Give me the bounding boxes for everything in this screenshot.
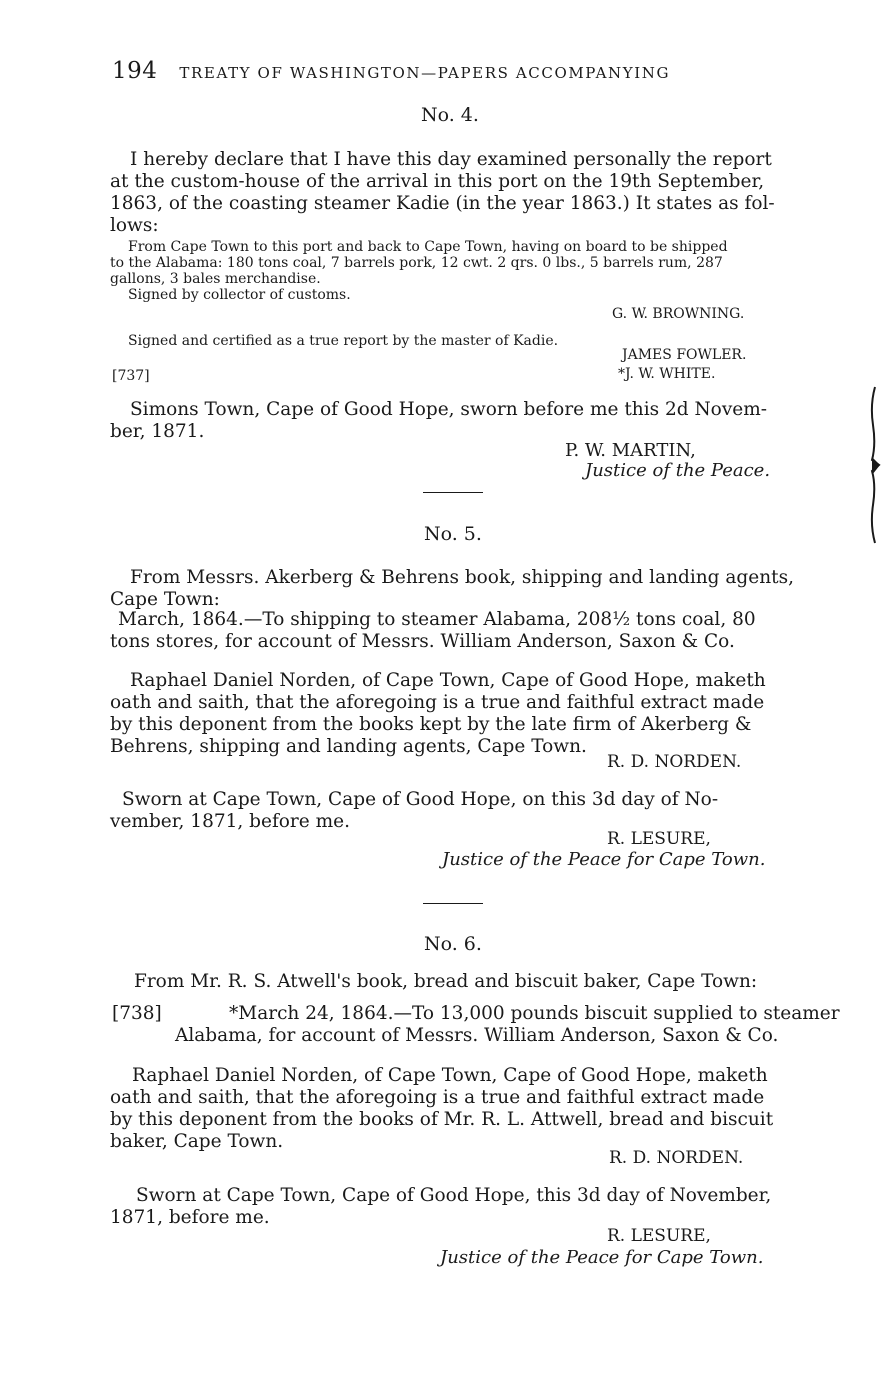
signature-lesure-no5: R. LESURE, xyxy=(607,829,711,849)
text-line: gallons, 3 bales merchandise. xyxy=(110,271,321,287)
text-line: Signed by collector of customs. xyxy=(128,287,351,303)
text-line: Sworn at Cape Town, Cape of Good Hope, this 3d day of November, xyxy=(136,1185,772,1206)
no4-declaration-paragraph xyxy=(110,149,800,237)
signature-white: *J. W. WHITE. xyxy=(618,366,716,382)
margin-reference-738: [738] xyxy=(112,1003,162,1024)
text-line: From Messrs. Akerberg & Behrens book, shipping and landing agents, xyxy=(130,567,794,588)
text-line: to the Alabama: 180 tons coal, 7 barrels pork, 12 cwt. 2 qrs. 0 lbs., 5 barrels rum, 287 xyxy=(110,255,723,271)
text-line: Sworn at Cape Town, Cape of Good Hope, on this 3d day of No- xyxy=(122,789,719,810)
lesure-title-no6: Justice of the Peace for Cape Town. xyxy=(440,1247,764,1268)
running-header xyxy=(112,58,670,84)
text-line: 1871, before me. xyxy=(110,1207,270,1228)
text-line: I hereby declare that I have this day examined personally the report xyxy=(130,149,772,170)
text-line: by this deponent from the books kept by the late firm of Akerberg & xyxy=(110,714,752,735)
no5-oath-paragraph xyxy=(110,670,800,758)
no6-march-entry xyxy=(175,1003,840,1047)
text-line: oath and saith, that the aforegoing is a true and faithful extract made xyxy=(110,692,765,713)
no5-sworn-paragraph xyxy=(110,789,800,833)
section-heading-no4: No. 4. xyxy=(421,104,479,126)
margin-reference-737: [737] xyxy=(112,368,150,384)
text-line: oath and saith, that the aforegoing is a true and faithful extract made xyxy=(110,1087,765,1108)
page-number: 194 xyxy=(112,58,158,84)
no5-march-entry xyxy=(110,609,800,653)
text-line: lows: xyxy=(110,215,159,236)
signature-browning: G. W. BROWNING. xyxy=(612,306,745,322)
no6-oath-paragraph xyxy=(110,1065,800,1153)
text-line: *March 24, 1864.—To 13,000 pounds biscuit supplied to steamer xyxy=(229,1003,840,1024)
signature-fowler: JAMES FOWLER. xyxy=(622,347,747,363)
no4-sworn-paragraph xyxy=(110,399,800,443)
text-line: baker, Cape Town. xyxy=(110,1131,284,1152)
certified-line: Signed and certified as a true report by the master of Kadie. xyxy=(128,333,559,349)
text-line: ber, 1871. xyxy=(110,421,205,442)
signature-martin: P. W. MARTIN, xyxy=(565,440,696,461)
margin-bracket-mark xyxy=(868,385,882,545)
text-line: From Cape Town to this port and back to Cape Town, having on board to be shipped xyxy=(128,239,728,255)
no6-from-line: From Mr. R. S. Atwell's book, bread and biscuit baker, Cape Town: xyxy=(134,971,758,992)
text-line: Cape Town: xyxy=(110,589,220,610)
text-line: Alabama, for account of Messrs. William Anderson, Saxon & Co. xyxy=(175,1025,779,1046)
text-line: vember, 1871, before me. xyxy=(110,811,350,832)
signature-norden-no5: R. D. NORDEN. xyxy=(607,752,742,772)
text-line: Simons Town, Cape of Good Hope, sworn before me this 2d Novem- xyxy=(130,399,768,420)
signature-lesure-no6: R. LESURE, xyxy=(607,1226,711,1246)
text-line: at the custom-house of the arrival in this port on the 19th September, xyxy=(110,171,765,192)
no4-report-extract xyxy=(110,239,728,303)
no6-sworn-paragraph xyxy=(110,1185,800,1229)
text-line: March, 1864.—To shipping to steamer Alabama, 208½ tons coal, 80 xyxy=(118,609,756,630)
no5-from-paragraph xyxy=(110,567,800,611)
section-divider xyxy=(423,492,483,493)
text-line: Raphael Daniel Norden, of Cape Town, Cape of Good Hope, maketh xyxy=(132,1065,768,1086)
text-line: Behrens, shipping and landing agents, Cape Town. xyxy=(110,736,587,757)
text-line: tons stores, for account of Messrs. William Anderson, Saxon & Co. xyxy=(110,631,735,652)
signature-norden-no6: R. D. NORDEN. xyxy=(609,1148,744,1168)
section-heading-no5: No. 5. xyxy=(424,523,482,545)
text-line: Raphael Daniel Norden, of Cape Town, Cape of Good Hope, maketh xyxy=(130,670,766,691)
martin-title: Justice of the Peace. xyxy=(585,460,771,481)
text-line: 1863, of the coasting steamer Kadie (in the year 1863.) It states as fol- xyxy=(110,193,775,214)
lesure-title-no5: Justice of the Peace for Cape Town. xyxy=(442,849,766,870)
section-heading-no6: No. 6. xyxy=(424,933,482,955)
text-line: by this deponent from the books of Mr. R. L. Attwell, bread and biscuit xyxy=(110,1109,774,1130)
running-title: TREATY OF WASHINGTON—PAPERS ACCOMPANYING xyxy=(179,64,671,82)
section-divider xyxy=(423,903,483,904)
